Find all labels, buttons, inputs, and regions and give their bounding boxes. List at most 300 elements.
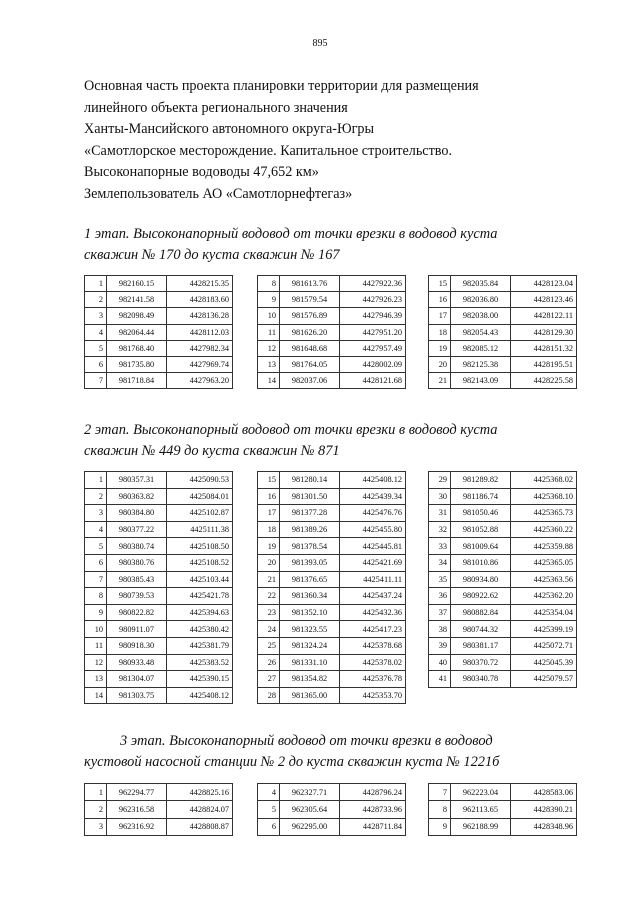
y-coordinate: 4425383.52 <box>167 654 233 671</box>
x-coordinate: 982098.49 <box>107 308 167 324</box>
point-number: 9 <box>258 292 280 308</box>
point-number: 12 <box>85 654 107 671</box>
point-number: 8 <box>258 276 280 292</box>
table-row <box>85 671 233 688</box>
x-coordinate: 982054.43 <box>451 324 511 340</box>
y-coordinate: 4428348.96 <box>511 818 577 835</box>
y-coordinate: 4425102.87 <box>167 505 233 522</box>
table-row <box>258 637 406 654</box>
y-coordinate: 4425455.80 <box>340 521 406 538</box>
x-coordinate: 980363.82 <box>107 488 167 505</box>
y-coordinate: 4425411.11 <box>340 571 406 588</box>
table-row <box>258 340 406 356</box>
table-row <box>429 324 577 340</box>
coordinates-table <box>428 471 577 688</box>
y-coordinate: 4425368.10 <box>511 488 577 505</box>
x-coordinate: 982035.84 <box>451 276 511 292</box>
point-number: 36 <box>429 588 451 605</box>
header-line: Ханты-Мансийского автономного округа-Югры <box>84 121 375 138</box>
y-coordinate: 4428808.87 <box>167 818 233 835</box>
table-row <box>429 292 577 308</box>
point-number: 7 <box>85 571 107 588</box>
point-number: 28 <box>258 687 280 704</box>
table-row <box>258 621 406 638</box>
y-coordinate: 4428112.03 <box>167 324 233 340</box>
y-coordinate: 4425353.70 <box>340 687 406 704</box>
point-number: 21 <box>258 571 280 588</box>
y-coordinate: 4427982.34 <box>167 340 233 356</box>
table-row <box>85 340 233 356</box>
header-line: «Самотлорское месторождение. Капитальное строительство. <box>84 142 453 159</box>
point-number: 13 <box>85 671 107 688</box>
x-coordinate: 980381.17 <box>451 637 511 654</box>
y-coordinate: 4425365.73 <box>511 505 577 522</box>
y-coordinate: 4428225.58 <box>511 373 577 389</box>
y-coordinate: 4428825.16 <box>167 784 233 801</box>
y-coordinate: 4428796.24 <box>340 784 406 801</box>
point-number: 31 <box>429 505 451 522</box>
y-coordinate: 4425072.71 <box>511 637 577 654</box>
table-row <box>258 488 406 505</box>
table-row <box>258 308 406 324</box>
x-coordinate: 982143.09 <box>451 373 511 389</box>
x-coordinate: 980934.80 <box>451 571 511 588</box>
x-coordinate: 980340.78 <box>451 671 511 688</box>
table-row <box>429 588 577 605</box>
table-row <box>258 505 406 522</box>
x-coordinate: 980384.80 <box>107 505 167 522</box>
x-coordinate: 981352.10 <box>280 604 340 621</box>
y-coordinate: 4425084.01 <box>167 488 233 505</box>
y-coordinate: 4425432.36 <box>340 604 406 621</box>
table-row <box>429 604 577 621</box>
coordinates-table <box>257 275 406 389</box>
table-row <box>85 654 233 671</box>
y-coordinate: 4425378.68 <box>340 637 406 654</box>
table-row <box>258 654 406 671</box>
point-number: 23 <box>258 604 280 621</box>
y-coordinate: 4425476.76 <box>340 505 406 522</box>
x-coordinate: 962305.64 <box>280 801 340 818</box>
y-coordinate: 4425360.22 <box>511 521 577 538</box>
point-number: 16 <box>258 488 280 505</box>
y-coordinate: 4425399.19 <box>511 621 577 638</box>
point-number: 2 <box>85 488 107 505</box>
point-number: 14 <box>85 687 107 704</box>
table-row <box>85 604 233 621</box>
x-coordinate: 981389.26 <box>280 521 340 538</box>
y-coordinate: 4425394.63 <box>167 604 233 621</box>
y-coordinate: 4425439.34 <box>340 488 406 505</box>
y-coordinate: 4427963.20 <box>167 373 233 389</box>
point-number: 27 <box>258 671 280 688</box>
coordinates-table <box>428 783 577 836</box>
table-row <box>85 588 233 605</box>
table-row <box>258 588 406 605</box>
x-coordinate: 981304.07 <box>107 671 167 688</box>
table-row <box>429 801 577 818</box>
coordinates-table-group <box>428 783 577 836</box>
point-number: 10 <box>258 308 280 324</box>
table-row <box>85 308 233 324</box>
point-number: 6 <box>85 554 107 571</box>
table-row <box>429 308 577 324</box>
x-coordinate: 980357.31 <box>107 472 167 489</box>
x-coordinate: 980377.22 <box>107 521 167 538</box>
y-coordinate: 4425363.56 <box>511 571 577 588</box>
y-coordinate: 4425108.50 <box>167 538 233 555</box>
header-line: линейного объекта регионального значения <box>84 99 348 116</box>
x-coordinate: 981186.74 <box>451 488 511 505</box>
y-coordinate: 4427926.23 <box>340 292 406 308</box>
table-row <box>85 637 233 654</box>
y-coordinate: 4428711.84 <box>340 818 406 835</box>
stage-title-line: скважин № 170 до куста скважин № 167 <box>84 247 340 263</box>
point-number: 25 <box>258 637 280 654</box>
table-row <box>258 671 406 688</box>
x-coordinate: 982085.12 <box>451 340 511 356</box>
y-coordinate: 4425378.02 <box>340 654 406 671</box>
point-number: 39 <box>429 637 451 654</box>
table-row <box>429 784 577 801</box>
x-coordinate: 980918.30 <box>107 637 167 654</box>
x-coordinate: 980380.76 <box>107 554 167 571</box>
table-row <box>85 521 233 538</box>
x-coordinate: 981613.76 <box>280 276 340 292</box>
x-coordinate: 982036.80 <box>451 292 511 308</box>
point-number: 19 <box>429 340 451 356</box>
table-row <box>258 571 406 588</box>
table-row <box>429 505 577 522</box>
table-row <box>85 472 233 489</box>
point-number: 3 <box>85 308 107 324</box>
x-coordinate: 981718.84 <box>107 373 167 389</box>
x-coordinate: 962113.65 <box>451 801 511 818</box>
x-coordinate: 980385.43 <box>107 571 167 588</box>
y-coordinate: 4428129.30 <box>511 324 577 340</box>
point-number: 2 <box>85 292 107 308</box>
y-coordinate: 4425090.53 <box>167 472 233 489</box>
table-row <box>85 356 233 372</box>
point-number: 3 <box>85 505 107 522</box>
coordinates-table-group <box>257 783 406 836</box>
x-coordinate: 980739.53 <box>107 588 167 605</box>
table-row <box>85 373 233 389</box>
table-row <box>429 654 577 671</box>
coordinates-table-group <box>428 471 577 688</box>
x-coordinate: 982125.38 <box>451 356 511 372</box>
x-coordinate: 962327.71 <box>280 784 340 801</box>
y-coordinate: 4425417.23 <box>340 621 406 638</box>
x-coordinate: 981324.24 <box>280 637 340 654</box>
table-row <box>258 324 406 340</box>
y-coordinate: 4425354.04 <box>511 604 577 621</box>
coordinates-table <box>84 275 233 389</box>
table-row <box>85 571 233 588</box>
point-number: 19 <box>258 538 280 555</box>
y-coordinate: 4425408.12 <box>340 472 406 489</box>
point-number: 1 <box>85 784 107 801</box>
point-number: 1 <box>85 276 107 292</box>
point-number: 40 <box>429 654 451 671</box>
point-number: 9 <box>85 604 107 621</box>
y-coordinate: 4425103.44 <box>167 571 233 588</box>
stage-title-line: 1 этап. Высоконапорный водовод от точки врезки в водовод куста <box>84 226 498 242</box>
table-row <box>429 472 577 489</box>
y-coordinate: 4428215.35 <box>167 276 233 292</box>
point-number: 17 <box>258 505 280 522</box>
coordinates-table-group <box>84 783 233 836</box>
y-coordinate: 4425108.52 <box>167 554 233 571</box>
y-coordinate: 4425421.78 <box>167 588 233 605</box>
coordinates-table-group <box>257 471 406 704</box>
coordinates-table-group <box>84 275 233 389</box>
x-coordinate: 980822.82 <box>107 604 167 621</box>
x-coordinate: 981052.88 <box>451 521 511 538</box>
y-coordinate: 4425445.81 <box>340 538 406 555</box>
x-coordinate: 981377.28 <box>280 505 340 522</box>
table-row <box>429 488 577 505</box>
header-line: Землепользователь АО «Самотлорнефтегаз» <box>84 185 353 202</box>
point-number: 8 <box>85 588 107 605</box>
point-number: 12 <box>258 340 280 356</box>
table-row <box>429 637 577 654</box>
x-coordinate: 962316.58 <box>107 801 167 818</box>
table-row <box>85 818 233 835</box>
x-coordinate: 980744.32 <box>451 621 511 638</box>
coordinates-table <box>84 471 233 704</box>
y-coordinate: 4425359.88 <box>511 538 577 555</box>
table-row <box>85 801 233 818</box>
x-coordinate: 981626.20 <box>280 324 340 340</box>
stage-title-line: 2 этап. Высоконапорный водовод от точки врезки в водовод куста <box>84 422 498 438</box>
x-coordinate: 962316.92 <box>107 818 167 835</box>
y-coordinate: 4428121.68 <box>340 373 406 389</box>
point-number: 24 <box>258 621 280 638</box>
point-number: 18 <box>258 521 280 538</box>
y-coordinate: 4425408.12 <box>167 687 233 704</box>
point-number: 5 <box>258 801 280 818</box>
table-row <box>85 276 233 292</box>
y-coordinate: 4425437.24 <box>340 588 406 605</box>
x-coordinate: 981648.68 <box>280 340 340 356</box>
table-row <box>85 324 233 340</box>
table-row <box>258 818 406 835</box>
x-coordinate: 962295.00 <box>280 818 340 835</box>
y-coordinate: 4428123.46 <box>511 292 577 308</box>
table-row <box>85 554 233 571</box>
x-coordinate: 981323.55 <box>280 621 340 638</box>
point-number: 1 <box>85 472 107 489</box>
y-coordinate: 4425381.79 <box>167 637 233 654</box>
x-coordinate: 981768.40 <box>107 340 167 356</box>
point-number: 7 <box>429 784 451 801</box>
table-row <box>258 538 406 555</box>
table-row <box>258 604 406 621</box>
y-coordinate: 4427922.36 <box>340 276 406 292</box>
stage-title-line: кустовой насосной станции № 2 до куста скважин куста № 1221б <box>84 754 500 770</box>
point-number: 6 <box>258 818 280 835</box>
point-number: 11 <box>258 324 280 340</box>
y-coordinate: 4428002.09 <box>340 356 406 372</box>
x-coordinate: 982038.00 <box>451 308 511 324</box>
table-row <box>429 521 577 538</box>
table-row <box>85 687 233 704</box>
coordinates-table-group <box>84 471 233 704</box>
y-coordinate: 4425045.39 <box>511 654 577 671</box>
stage-title-line: скважин № 449 до куста скважин № 871 <box>84 443 340 459</box>
y-coordinate: 4428122.11 <box>511 308 577 324</box>
point-number: 14 <box>258 373 280 389</box>
table-row <box>429 356 577 372</box>
y-coordinate: 4425079.57 <box>511 671 577 688</box>
point-number: 30 <box>429 488 451 505</box>
x-coordinate: 982160.15 <box>107 276 167 292</box>
x-coordinate: 981289.82 <box>451 472 511 489</box>
coordinates-table <box>257 783 406 836</box>
table-row <box>258 292 406 308</box>
x-coordinate: 982064.44 <box>107 324 167 340</box>
x-coordinate: 981010.86 <box>451 554 511 571</box>
y-coordinate: 4428195.51 <box>511 356 577 372</box>
point-number: 5 <box>85 340 107 356</box>
y-coordinate: 4428136.28 <box>167 308 233 324</box>
y-coordinate: 4425365.05 <box>511 554 577 571</box>
table-row <box>85 621 233 638</box>
point-number: 16 <box>429 292 451 308</box>
table-row <box>258 687 406 704</box>
table-row <box>429 340 577 356</box>
table-row <box>85 505 233 522</box>
table-row <box>258 356 406 372</box>
x-coordinate: 981764.05 <box>280 356 340 372</box>
table-row <box>429 621 577 638</box>
header-line: Высоконапорные водоводы 47,652 км» <box>84 164 319 181</box>
point-number: 22 <box>258 588 280 605</box>
point-number: 4 <box>85 324 107 340</box>
point-number: 33 <box>429 538 451 555</box>
coordinates-table-group <box>257 275 406 389</box>
y-coordinate: 4428824.07 <box>167 801 233 818</box>
point-number: 4 <box>258 784 280 801</box>
y-coordinate: 4425362.20 <box>511 588 577 605</box>
stage-2-title <box>84 420 572 462</box>
point-number: 37 <box>429 604 451 621</box>
point-number: 7 <box>85 373 107 389</box>
x-coordinate: 981354.82 <box>280 671 340 688</box>
point-number: 32 <box>429 521 451 538</box>
x-coordinate: 981303.75 <box>107 687 167 704</box>
table-row <box>258 554 406 571</box>
point-number: 3 <box>85 818 107 835</box>
page-number: 895 <box>312 38 328 49</box>
y-coordinate: 4427957.49 <box>340 340 406 356</box>
y-coordinate: 4427946.39 <box>340 308 406 324</box>
x-coordinate: 980922.62 <box>451 588 511 605</box>
y-coordinate: 4428183.60 <box>167 292 233 308</box>
point-number: 17 <box>429 308 451 324</box>
table-row <box>258 276 406 292</box>
table-row <box>258 784 406 801</box>
point-number: 20 <box>258 554 280 571</box>
point-number: 35 <box>429 571 451 588</box>
point-number: 18 <box>429 324 451 340</box>
x-coordinate: 982037.06 <box>280 373 340 389</box>
x-coordinate: 981393.05 <box>280 554 340 571</box>
y-coordinate: 4427951.20 <box>340 324 406 340</box>
y-coordinate: 4425421.69 <box>340 554 406 571</box>
table-row <box>85 488 233 505</box>
x-coordinate: 981576.89 <box>280 308 340 324</box>
coordinates-table <box>84 783 233 836</box>
y-coordinate: 4425111.38 <box>167 521 233 538</box>
x-coordinate: 982141.58 <box>107 292 167 308</box>
point-number: 20 <box>429 356 451 372</box>
point-number: 4 <box>85 521 107 538</box>
point-number: 15 <box>258 472 280 489</box>
x-coordinate: 981009.64 <box>451 538 511 555</box>
point-number: 13 <box>258 356 280 372</box>
coordinates-table-group <box>428 275 577 389</box>
table-row <box>258 521 406 538</box>
y-coordinate: 4428123.04 <box>511 276 577 292</box>
point-number: 21 <box>429 373 451 389</box>
table-row <box>429 538 577 555</box>
point-number: 34 <box>429 554 451 571</box>
table-row <box>429 671 577 688</box>
header-line: Основная часть проекта планировки территории для размещения <box>84 78 479 94</box>
table-row <box>85 538 233 555</box>
table-row <box>85 292 233 308</box>
point-number: 29 <box>429 472 451 489</box>
x-coordinate: 980882.84 <box>451 604 511 621</box>
table-row <box>429 818 577 835</box>
coordinates-table <box>257 471 406 704</box>
stage-title-line: 3 этап. Высоконапорный водовод от точки врезки в водовод <box>120 733 493 749</box>
x-coordinate: 980911.07 <box>107 621 167 638</box>
table-row <box>258 373 406 389</box>
y-coordinate: 4428733.96 <box>340 801 406 818</box>
point-number: 8 <box>429 801 451 818</box>
point-number: 26 <box>258 654 280 671</box>
x-coordinate: 981378.54 <box>280 538 340 555</box>
point-number: 10 <box>85 621 107 638</box>
table-row <box>429 276 577 292</box>
y-coordinate: 4425368.02 <box>511 472 577 489</box>
x-coordinate: 980933.48 <box>107 654 167 671</box>
point-number: 38 <box>429 621 451 638</box>
y-coordinate: 4425390.15 <box>167 671 233 688</box>
point-number: 41 <box>429 671 451 688</box>
x-coordinate: 981280.14 <box>280 472 340 489</box>
y-coordinate: 4427969.74 <box>167 356 233 372</box>
x-coordinate: 981376.65 <box>280 571 340 588</box>
point-number: 6 <box>85 356 107 372</box>
x-coordinate: 962223.04 <box>451 784 511 801</box>
table-row <box>429 554 577 571</box>
x-coordinate: 981579.54 <box>280 292 340 308</box>
point-number: 11 <box>85 637 107 654</box>
x-coordinate: 980370.72 <box>451 654 511 671</box>
table-row <box>429 373 577 389</box>
x-coordinate: 981331.10 <box>280 654 340 671</box>
table-row <box>258 801 406 818</box>
stage-3-title <box>84 731 572 773</box>
x-coordinate: 980380.74 <box>107 538 167 555</box>
x-coordinate: 962188.99 <box>451 818 511 835</box>
point-number: 15 <box>429 276 451 292</box>
point-number: 2 <box>85 801 107 818</box>
